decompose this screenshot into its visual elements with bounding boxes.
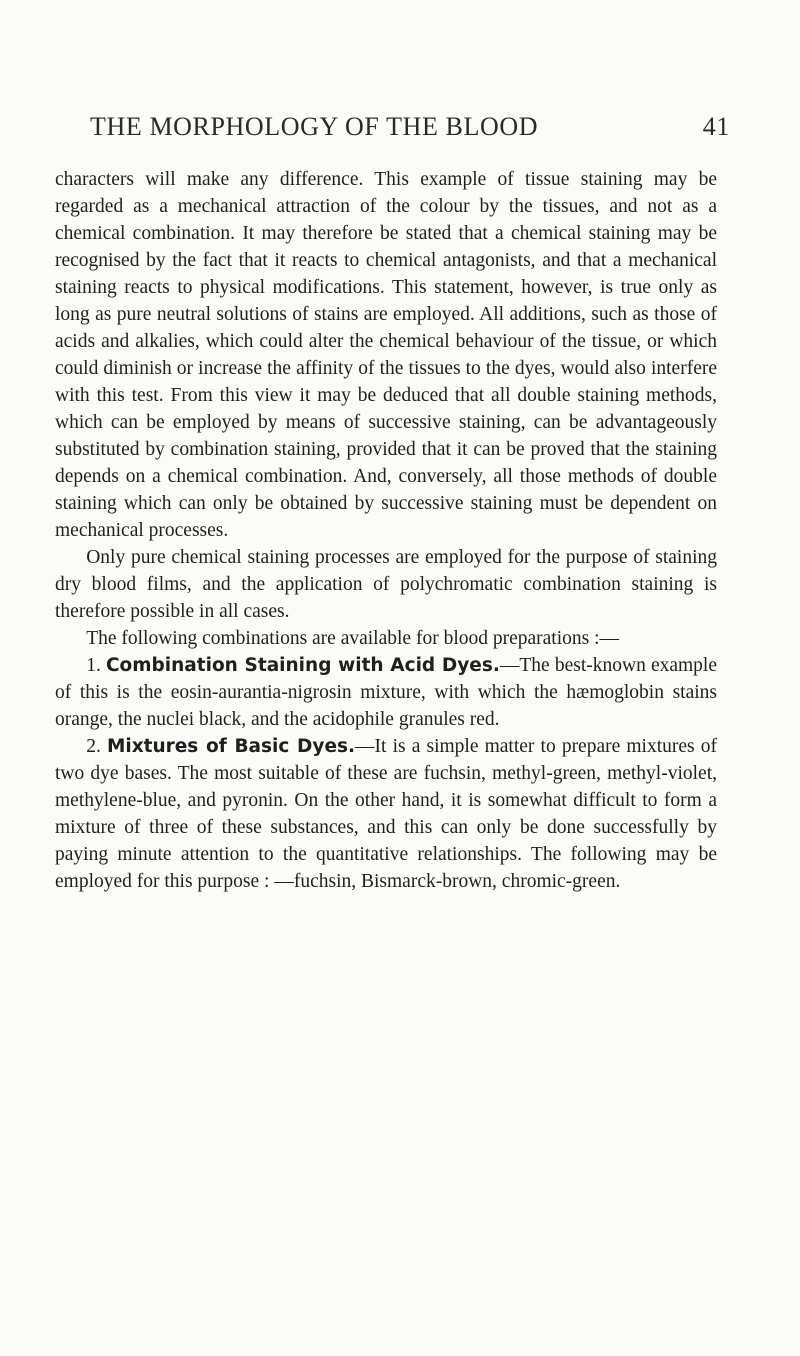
running-head-title: THE MORPHOLOGY OF THE BLOOD [90,112,539,141]
paragraph-chemical-staining: Only pure chemical staining processes are employed for the purpose of staining dry blood films, and the application of polychromatic combination staining is therefore possible in all cases. [55,547,717,622]
page-number: 41 [702,112,730,141]
running-head [90,112,730,148]
paragraph-acid-dyes [55,652,717,733]
section-number: 1. [86,655,101,676]
paragraph-continuation: characters will make any difference. This example of tissue staining may be regarded as a mechanical attraction of the colour by the tissues, and not as a chemical combination. It may therefore be stated that a chemical staining may be recognised by the fact that it reacts to chemical antagonists, and that a mechanical staining reacts to physical modifications. This statement, however, is true only as long as pure neutral solutions of stains are employed. All additions, such as those of acids and alkalies, which could alter the chemical behaviour of the tissue, or which could diminish or increase the affinity of the tissues to the dyes, would also interfere with this test. From this view it may be deduced that all double staining methods, which can be employed by means of successive staining, can be advantageously substituted by combination staining, provided that it can be proved that the staining depends on a chemical combination. And, conversely, all those methods of double staining which can only be obtained by successive staining must be dependent on mechanical processes. [55,169,717,541]
paragraph-basic-dyes [55,733,717,895]
section-number: 2. [86,736,101,757]
section-heading-basic-dyes: Mixtures of Basic Dyes. [106,736,356,757]
section-text-acid-dyes: —The best-known example of this is the eosin-aurantia-nigrosin mixture, with which the hæmoglobin stains orange, the nuclei black, and the acidophile granules red. [55,655,718,730]
section-heading-acid-dyes: Combination Staining with Acid Dyes. [105,655,500,676]
section-text-basic-dyes: —It is a simple matter to prepare mixtures of two dye bases. The most suitable of these are fuchsin, methyl-green, methyl-violet, methylene-blue, and pyronin. On the other hand, it is somewhat difficult to form a mixture of three of these substances, and this can only be done successfully by paying minute attention to the quantitative relationships. The following may be employed for this purpose : —fuchsin, Bismarck-brown, chromic-green. [55,736,717,892]
paragraph-combinations-intro: The following combinations are available for blood preparations :— [86,628,620,649]
body-text [55,166,717,895]
